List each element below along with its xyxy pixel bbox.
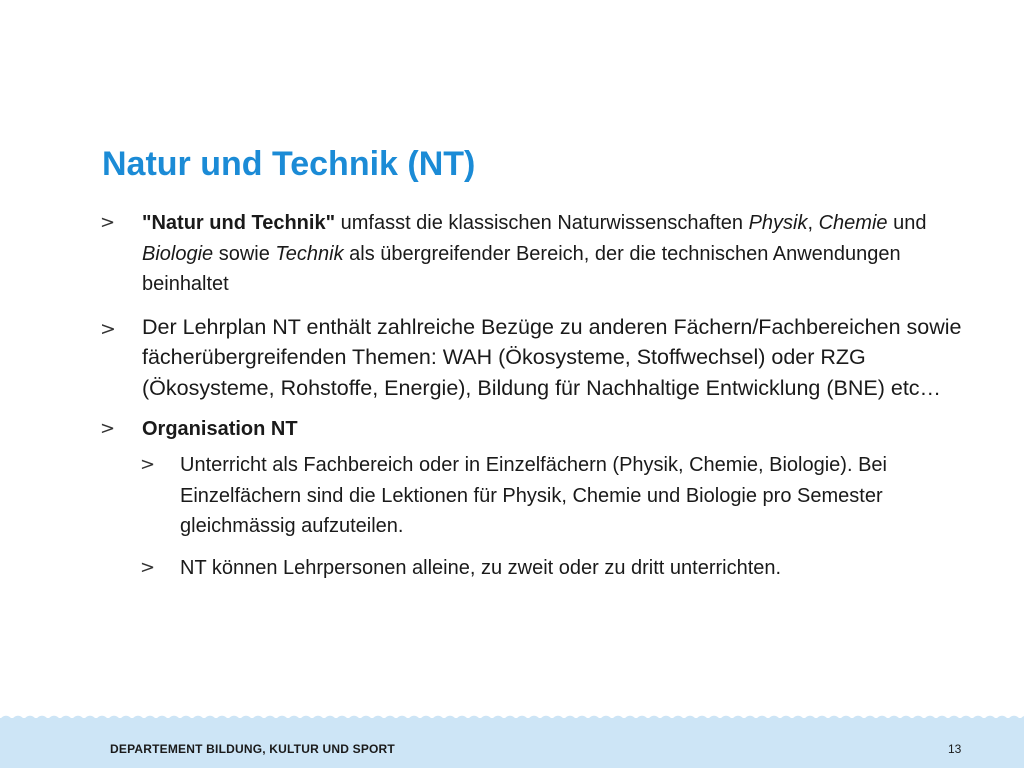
sub-bullet-text: Unterricht als Fachbereich oder in Einzelfächern (Physik, Chemie, Biologie). Bei Einzelfächern sind die Lektionen für Physik, Chemie und Biologie pro Semester gleichmässig aufzuteilen. — [180, 454, 887, 537]
sub-bullet-item-1 — [140, 450, 980, 542]
bullet-item-3 — [100, 414, 980, 444]
bullet-text: als übergreifender Bereich, der die technischen Anwendungen beinhaltet — [142, 242, 901, 295]
bullet-text-italic: Technik — [275, 242, 344, 265]
bullet-text: sowie — [213, 242, 276, 265]
page-number: 13 — [948, 742, 962, 756]
bullet-text-italic: Physik — [748, 212, 808, 234]
bullet-text-italic: Chemie — [818, 212, 888, 234]
bullet-item-2 — [100, 312, 980, 404]
bullet-marker: > — [100, 212, 116, 233]
bullet-text: umfasst die klassischen Naturwissenschaften — [335, 212, 749, 234]
slide-content — [100, 208, 980, 594]
bullet-text: und — [887, 212, 927, 234]
sub-bullet-text: NT können Lehrpersonen alleine, zu zweit oder zu dritt unterrichten. — [180, 556, 782, 579]
bullet-heading: Organisation NT — [142, 418, 298, 440]
bullet-marker: > — [100, 418, 116, 439]
bullet-marker: > — [140, 454, 156, 475]
bullet-item-1 — [100, 208, 980, 300]
bullet-marker: > — [100, 317, 116, 340]
bullet-text-bold: "Natur und Technik" — [142, 212, 336, 234]
slide-title: Natur und Technik (NT) — [102, 145, 476, 183]
bullet-text: , — [807, 212, 819, 234]
sub-bullet-item-2 — [140, 553, 980, 584]
bullet-text-italic: Biologie — [142, 242, 214, 265]
bullet-text: Der Lehrplan NT enthält zahlreiche Bezüge zu anderen Fächern/Fachbereichen sowie fächerübergreifenden Themen: WAH (Ökosysteme, Stoffwechsel) oder RZG (Ökosysteme, Rohstoffe, Energie), Bildung für Nachhaltige Entwicklung (BNE) etc… — [142, 314, 962, 400]
footer-department: DEPARTEMENT BILDUNG, KULTUR UND SPORT — [110, 742, 395, 756]
bullet-marker: > — [140, 556, 156, 578]
